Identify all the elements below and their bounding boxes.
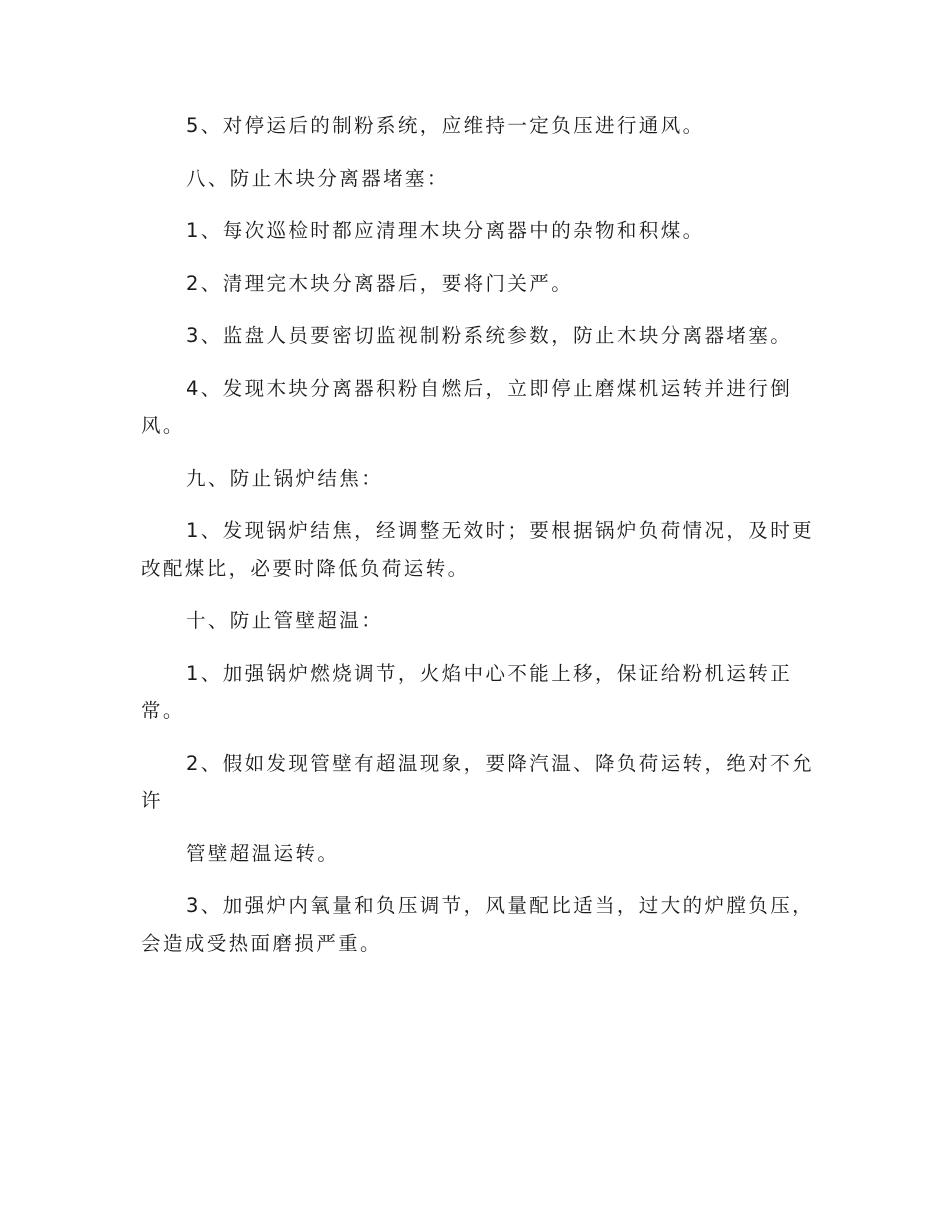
text-line: 1、加强锅炉燃烧调节，火焰中心不能上移，保证给粉机运转正 xyxy=(186,662,793,685)
text-line: 1、每次巡检时都应清理木块分离器中的杂物和积煤。 xyxy=(186,219,705,242)
section-heading: 十、防止管壁超温： xyxy=(186,609,384,632)
text-line-continuation: 许 xyxy=(141,789,163,812)
text-line-continuation: 会造成受热面磨损严重。 xyxy=(141,932,382,955)
text-line: 3、监盘人员要密切监视制粉系统参数，防止木块分离器堵塞。 xyxy=(186,324,793,347)
section-heading: 九、防止锅炉结焦： xyxy=(186,467,384,490)
text-line: 5、对停运后的制粉系统，应维持一定负压进行通风。 xyxy=(186,114,705,137)
section-heading: 八、防止木块分离器堵塞： xyxy=(186,167,449,190)
text-line: 2、清理完木块分离器后，要将门关严。 xyxy=(186,272,574,295)
text-line-continuation: 常。 xyxy=(141,699,185,722)
text-line-continuation: 风。 xyxy=(141,414,185,437)
text-line: 3、加强炉内氧量和负压调节，风量配比适当，过大的炉膛负压， xyxy=(186,894,815,917)
text-line: 2、假如发现管壁有超温现象，要降汽温、降负荷运转，绝对不允 xyxy=(186,752,815,775)
text-line: 4、发现木块分离器积粉自燃后，立即停止磨煤机运转并进行倒 xyxy=(186,377,793,400)
text-line: 1、发现锅炉结焦，经调整无效时；要根据锅炉负荷情况，及时更 xyxy=(186,519,815,542)
text-line: 管壁超温运转。 xyxy=(186,842,340,865)
text-line-continuation: 改配煤比，必要时降低负荷运转。 xyxy=(141,557,470,580)
